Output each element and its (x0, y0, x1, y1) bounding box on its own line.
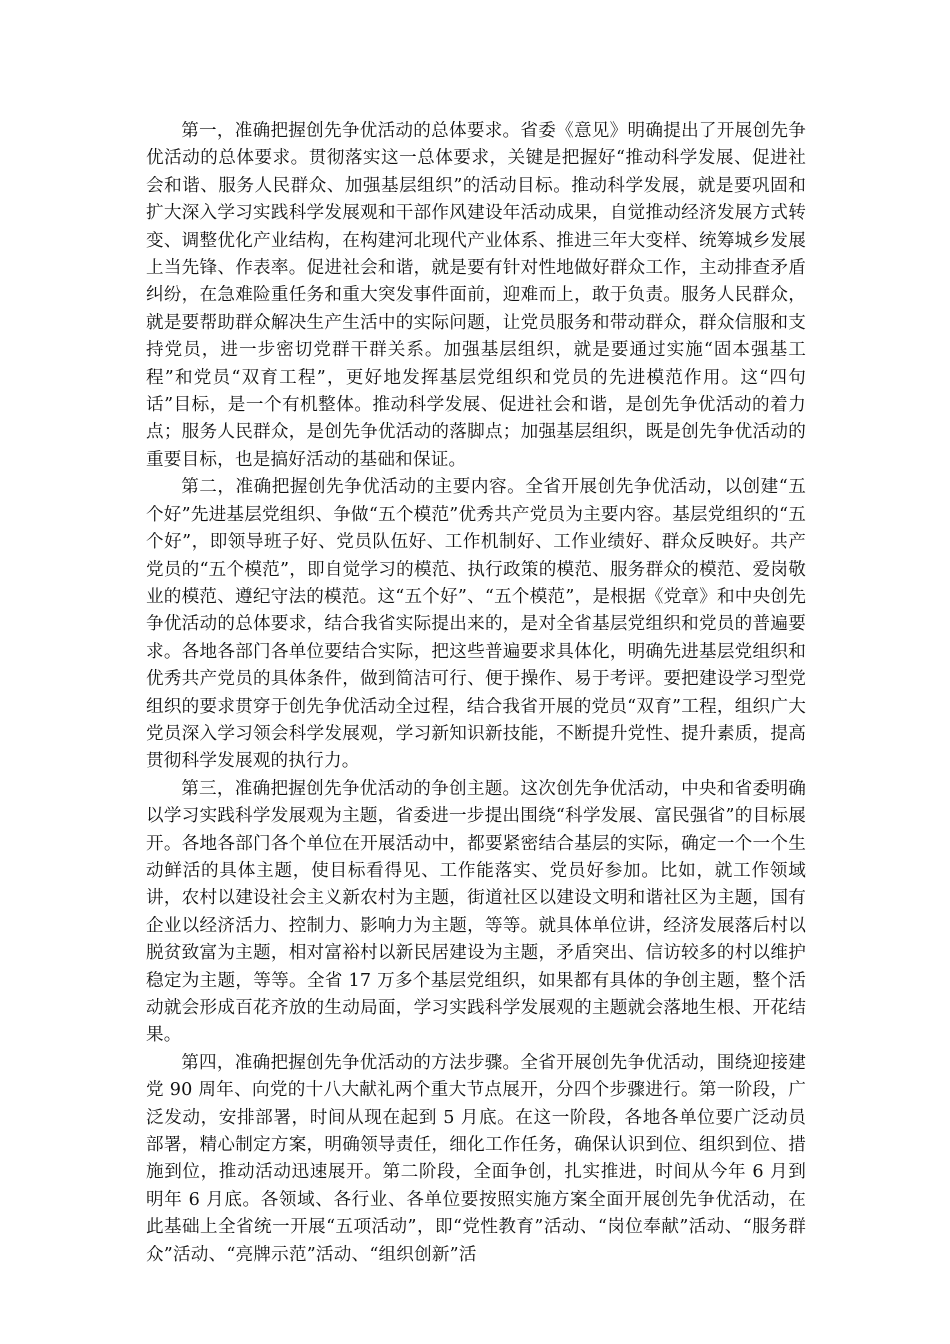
paragraph-2: 第二，准确把握创先争优活动的主要内容。全省开展创先争优活动，以创建“五个好”先进基层党组织、争做“五个模范”优秀共产党员为主要内容。基层党组织的“五个好”，即领导班子好、党员队伍好、工作机制好、工作业绩好、群众反映好。共产党员的“五个模范”，即自觉学习的模范、执行政策的模范、服务群众的模范、爱岗敬业的模范、遵纪守法的模范。这“五个好”、“五个模范”，是根据《党章》和中央创先争优活动的总体要求，结合我省实际提出来的，是对全省基层党组织和党员的普遍要求。各地各部门各单位要结合实际，把这些普遍要求具体化，明确先进基层党组织和优秀共产党员的具体条件，做到简洁可行、便于操作、易于考评。要把建设学习型党组织的要求贯穿于创先争优活动全过程，结合我省开展的党员“双育”工程，组织广大党员深入学习领会科学发展观，学习新知识新技能，不断提升党性、提升素质，提高贯彻科学发展观的执行力。 (146, 477, 806, 772)
paragraph-3: 第三，准确把握创先争优活动的争创主题。这次创先争优活动，中央和省委明确以学习实践科学发展观为主题，省委进一步提出围绕“科学发展、富民强省”的目标展开。各地各部门各个单位在开展活动中，都要紧密结合基层的实际，确定一个一个生动鲜活的具体主题，使目标看得见、工作能落实、党员好参加。比如，就工作领域讲，农村以建设社会主义新农村为主题，街道社区以建设文明和谐社区为主题，国有企业以经济活力、控制力、影响力为主题，等等。就具体单位讲，经济发展落后村以脱贫致富为主题，相对富裕村以新民居建设为主题，矛盾突出、信访较多的村以维护稳定为主题，等等。全省 17 万多个基层党组织，如果都有具体的争创主题，整个活动就会形成百花齐放的生动局面，学习实践科学发展观的主题就会落地生根、开花结果。 (146, 778, 806, 1046)
document-body (146, 118, 806, 1269)
paragraph-4: 第四，准确把握创先争优活动的方法步骤。全省开展创先争优活动，围绕迎接建党 90 周年、向党的十八大献礼两个重大节点展开，分四个步骤进行。第一阶段，广泛发动，安排部署，时间从现在起到 5 月底。在这一阶段，各地各单位要广泛动员部署，精心制定方案，明确领导责任，细化工作任务，确保认识到位、组织到位、措施到位，推动活动迅速展开。第二阶段，全面争创，扎实推进，时间从今年 6 月到明年 6 月底。各领域、各行业、各单位要按照实施方案全面开展创先争优活动，在此基础上全省统一开展“五项活动”，即“党性教育”活动、“岗位奉献”活动、“服务群众”活动、“亮牌示范”活动、“组织创新”活 (146, 1052, 806, 1265)
paragraph-1: 第一，准确把握创先争优活动的总体要求。省委《意见》明确提出了开展创先争优活动的总体要求。贯彻落实这一总体要求，关键是把握好“推动科学发展、促进社会和谐、服务人民群众、加强基层组织”的活动目标。推动科学发展，就是要巩固和扩大深入学习实践科学发展观和干部作风建设年活动成果，自觉推动经济发展方式转变、调整优化产业结构，在构建河北现代产业体系、推进三年大变样、统筹城乡发展上当先锋、作表率。促进社会和谐，就是要有针对性地做好群众工作，主动排查矛盾纠纷，在急难险重任务和重大突发事件面前，迎难而上，敢于负责。服务人民群众，就是要帮助群众解决生产生活中的实际问题，让党员服务和带动群众，群众信服和支持党员，进一步密切党群干群关系。加强基层组织，就是要通过实施“固本强基工程”和党员“双育工程”，更好地发挥基层党组织和党员的先进模范作用。这“四句话”目标，是一个有机整体。推动科学发展、促进社会和谐，是创先争优活动的着力点；服务人民群众，是创先争优活动的落脚点；加强基层组织，既是创先争优活动的重要目标，也是搞好活动的基础和保证。 (146, 121, 806, 470)
